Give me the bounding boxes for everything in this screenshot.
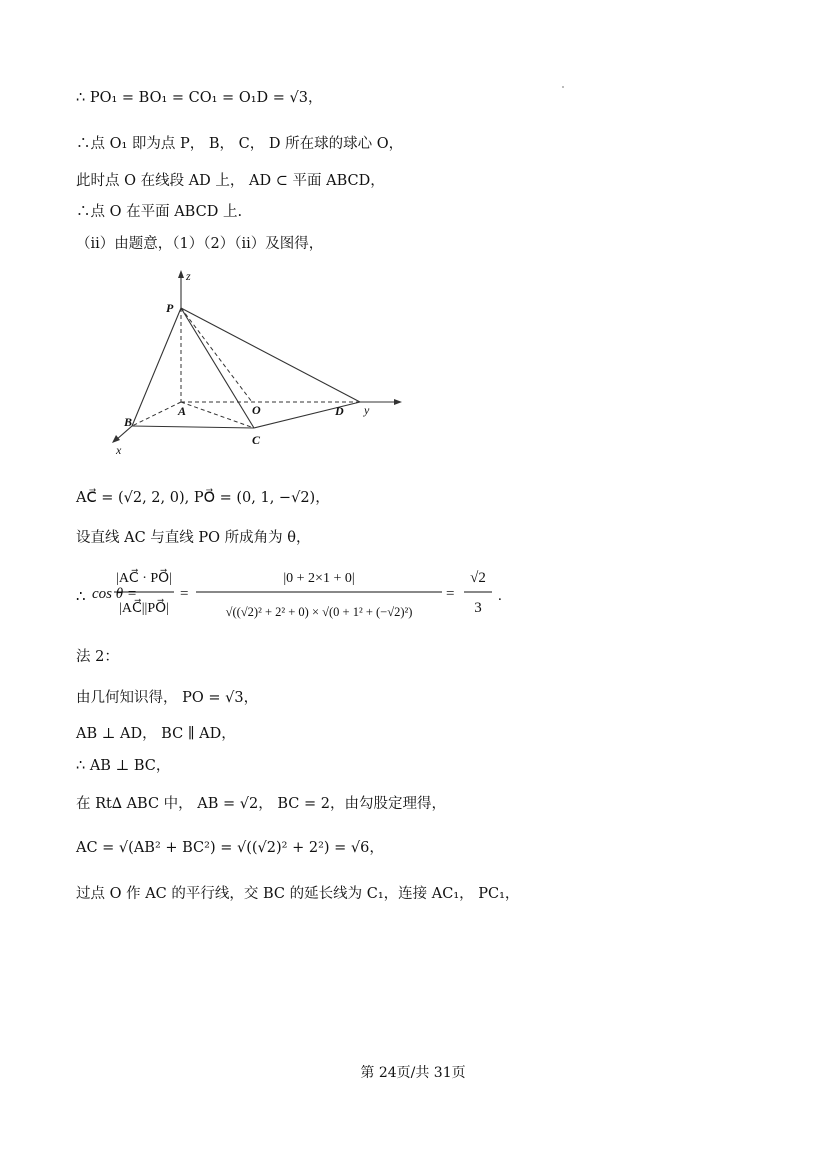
edge-AB-dashed bbox=[132, 402, 181, 426]
x-arrow-icon bbox=[112, 435, 120, 443]
line-ac-value: AC = √(AB² + BC²) = √((√2)² + 2²) = √6， bbox=[76, 840, 384, 856]
label-y: y bbox=[364, 403, 370, 417]
line-method2: 法 2： bbox=[76, 649, 119, 665]
cos-therefore: ∴ bbox=[76, 589, 86, 605]
edge-CD bbox=[254, 402, 360, 428]
line-4: ∴点 O 在平面 ABCD 上. bbox=[76, 204, 243, 220]
line-vectors: AC⃗ = (√2, 2, 0), PO⃗ = (0, 1, −√2)， bbox=[76, 490, 330, 506]
cos-end: . bbox=[498, 588, 502, 604]
y-arrow-icon bbox=[394, 399, 402, 405]
cos-num2: |0 + 2×1 + 0| bbox=[283, 571, 355, 586]
label-x: x bbox=[116, 443, 122, 457]
label-A: A bbox=[178, 404, 187, 418]
edge-AC-dashed bbox=[181, 402, 254, 428]
cos-den1: |AC⃗||PO⃗| bbox=[119, 601, 169, 616]
cos-eq1: = bbox=[180, 586, 189, 602]
edge-PB bbox=[132, 308, 181, 426]
label-O: O bbox=[252, 403, 261, 417]
line-rt-triangle: 在 Rt∆ ABC 中， AB = √2， BC = 2，由勾股定理得， bbox=[76, 796, 446, 812]
line-5: （ii）由题意，（1）（2）（ii）及图得， bbox=[76, 236, 324, 252]
edge-PC bbox=[181, 308, 254, 428]
edge-BC bbox=[132, 426, 254, 428]
line-1: ∴ PO₁ = BO₁ = CO₁ = O₁D = √3， bbox=[76, 90, 323, 106]
line-2: ∴点 O₁ 即为点 P， B， C， D 所在球的球心 O， bbox=[76, 136, 404, 152]
line-ab-bc: ∴ AB ⊥ BC， bbox=[76, 758, 171, 774]
line-angle-def: 设直线 AC 与直线 PO 所成角为 θ， bbox=[76, 530, 311, 546]
edge-PO-dashed bbox=[181, 308, 252, 402]
line-perp: AB ⊥ AD， BC ∥ AD， bbox=[76, 726, 236, 742]
line-3: 此时点 O 在线段 AD 上， AD ⊂ 平面 ABCD， bbox=[76, 173, 385, 189]
pyramid-figure bbox=[102, 268, 402, 458]
label-z: z bbox=[186, 269, 191, 283]
page-footer: 第 24页/共 31页 bbox=[360, 1065, 466, 1081]
label-D: D bbox=[335, 404, 344, 418]
line-po: 由几何知识得， PO = √3， bbox=[76, 690, 259, 706]
cos-den3: 3 bbox=[474, 600, 482, 616]
cos-num1: |AC⃗ · PO⃗| bbox=[116, 571, 172, 586]
label-C: C bbox=[252, 433, 261, 447]
scan-dot bbox=[562, 86, 564, 88]
cos-equation bbox=[76, 556, 536, 636]
label-B: B bbox=[124, 415, 133, 429]
cos-num3: √2 bbox=[470, 570, 486, 586]
cos-lhs: cos θ = bbox=[92, 586, 137, 602]
cos-eq2: = bbox=[446, 586, 455, 602]
z-arrow-icon bbox=[178, 270, 184, 278]
label-P: P bbox=[166, 301, 174, 315]
cos-den2: √((√2)² + 2² + 0) × √(0 + 1² + (−√2)²) bbox=[225, 605, 413, 619]
edge-PD bbox=[181, 308, 360, 402]
line-parallel: 过点 O 作 AC 的平行线，交 BC 的延长线为 C₁，连接 AC₁， PC₁， bbox=[76, 886, 520, 902]
